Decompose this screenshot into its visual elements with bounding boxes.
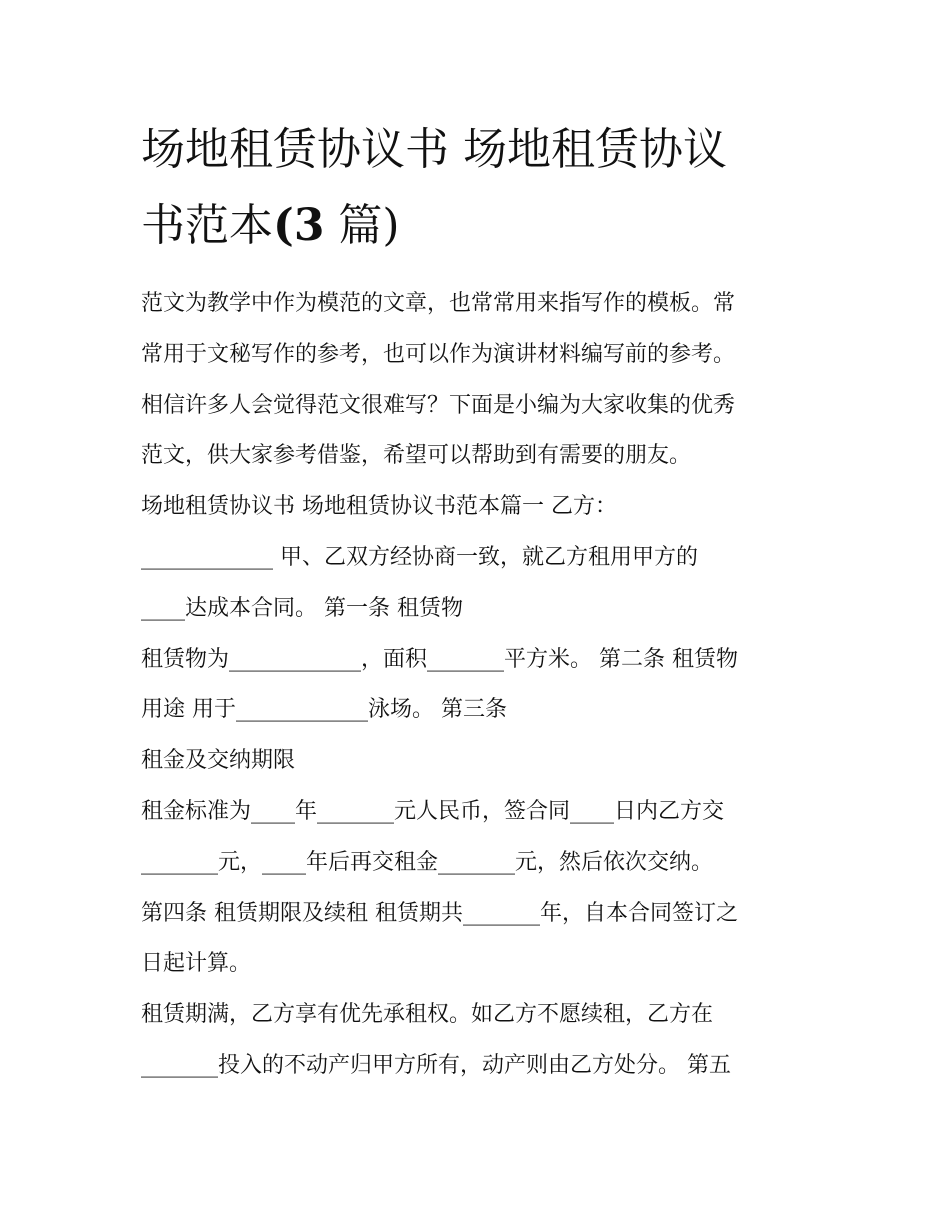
document-body — [141, 279, 831, 1092]
title-count-suffix: 篇) — [324, 200, 400, 251]
body-line: 用途 用于____________泳场。 第三条 — [141, 697, 507, 723]
body-line: 日起计算。 — [141, 951, 252, 977]
body-line: 范文为教学中作为模范的文章，也常常用来指写作的模板。常 — [141, 291, 736, 316]
body-line: _______元，____年后再交租金_______元，然后依次交纳。 — [141, 849, 714, 875]
body-line: 第四条 租赁期限及续租 租赁期共_______年，自本合同签订之 — [141, 900, 738, 926]
body-line: _______投入的不动产归甲方所有，动产则由乙方处分。 第五 — [141, 1052, 731, 1078]
document-title — [141, 112, 821, 264]
body-line: ____达成本合同。 第一条 租赁物 — [141, 595, 463, 621]
body-line: 相信许多人会觉得范文很难写？下面是小编为大家收集的优秀 — [141, 392, 736, 418]
body-line: 租赁期满，乙方享有优先承租权。如乙方不愿续租，乙方在 — [141, 1002, 714, 1028]
body-line: 常用于文秘写作的参考，也可以作为演讲材料编写前的参考。 — [141, 341, 736, 367]
body-line: 租赁物为____________，面积_______平方米。 第二条 租赁物 — [141, 646, 738, 672]
body-line: 场地租赁协议书 场地租赁协议书范本篇一 乙方： — [141, 494, 617, 520]
title-line-2-text: 书范本 — [141, 200, 273, 251]
body-line: 租金标准为____年_______元人民币，签合同____日内乙方交 — [141, 798, 725, 824]
title-line-2 — [141, 188, 821, 264]
title-count: (3 — [273, 200, 325, 251]
title-line-1: 场地租赁协议书 场地租赁协议 — [141, 124, 727, 175]
body-line: 范文，供大家参考借鉴，希望可以帮助到有需要的朋友。 — [141, 443, 692, 469]
body-line: ____________ 甲、乙双方经协商一致，就乙方租用甲方的 — [141, 544, 698, 570]
body-line: 租金及交纳期限 — [141, 748, 296, 774]
